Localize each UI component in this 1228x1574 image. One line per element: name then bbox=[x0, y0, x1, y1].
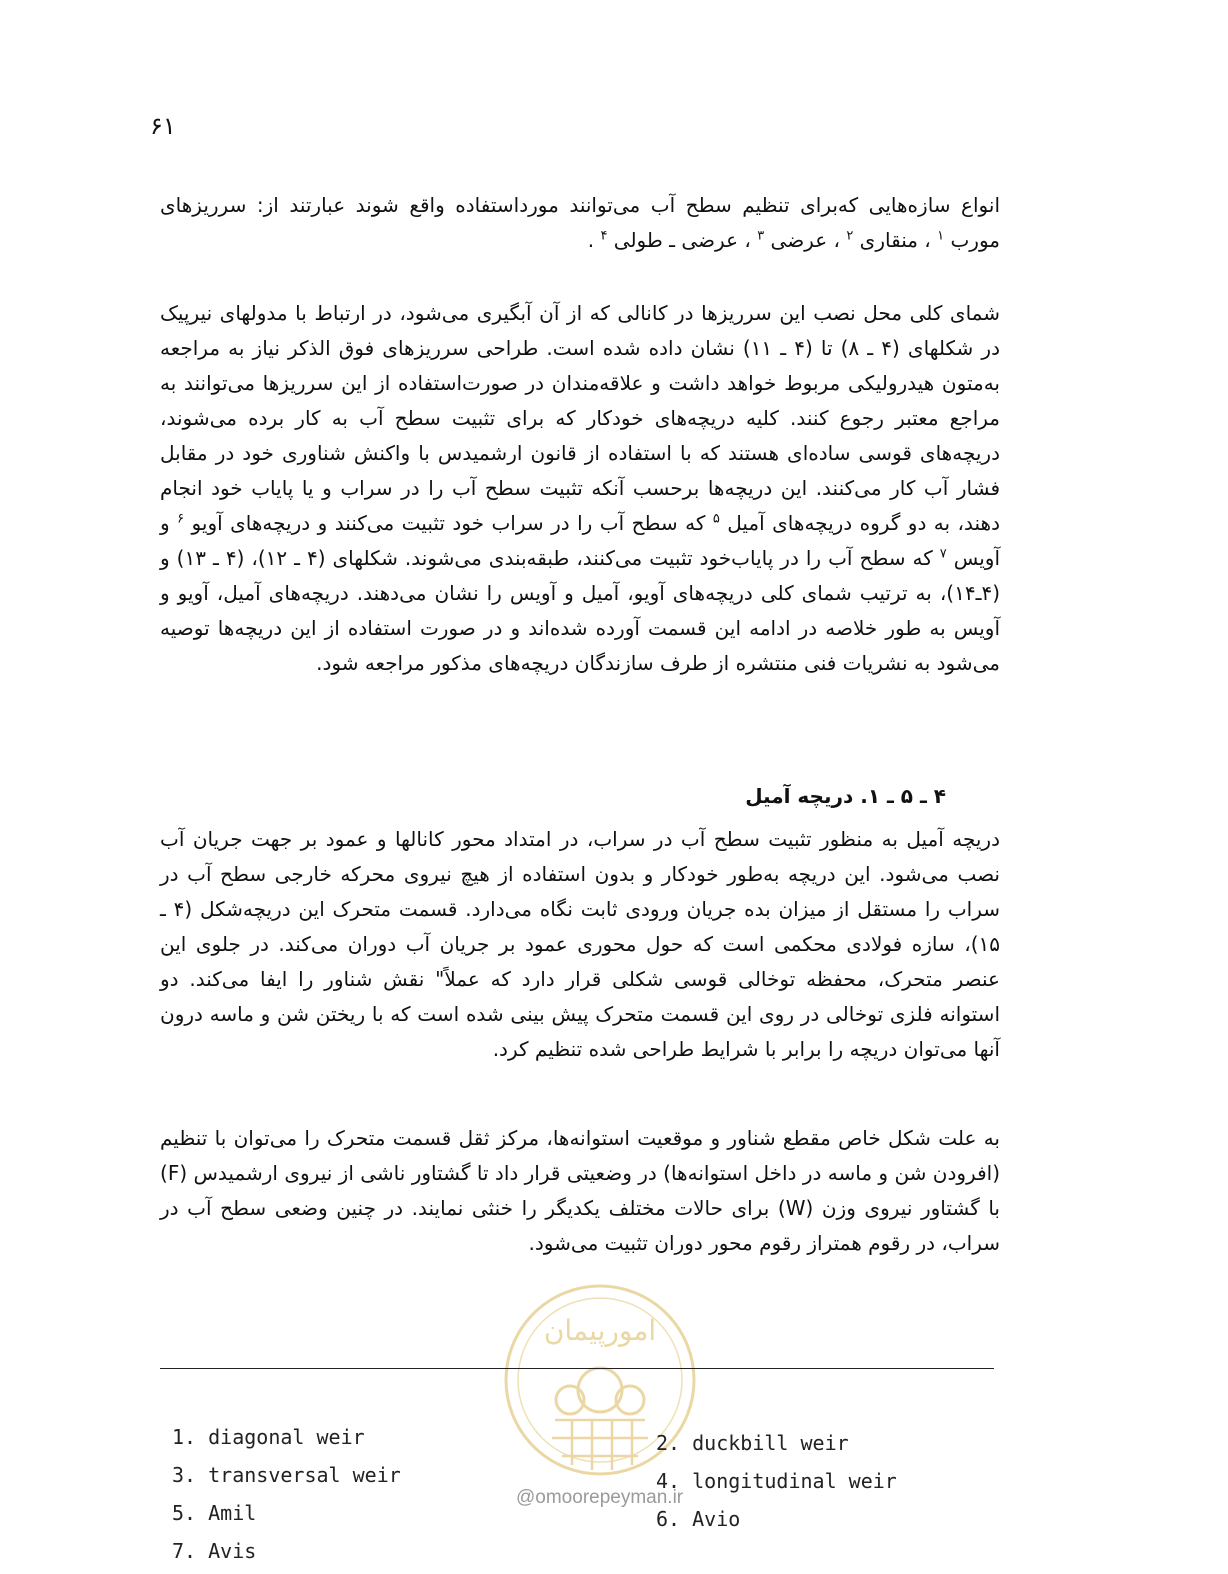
footnote-7: 7. Avis bbox=[172, 1539, 257, 1563]
page-number: ۶۱ bbox=[150, 112, 176, 140]
watermark-logo-text: امورپیمان bbox=[543, 1314, 657, 1347]
paragraph-gates-overview: شمای کلی محل نصب این سرریزها در کانالی که از آن آبگیری می‌شود، در ارتباط با مدولهای نیرپیک در شکلهای (۴ ـ ۸) تا (۴ ـ ۱۱) نشان داده شده است. طراحی سرریزهای فوق الذکر نیاز به مراجعه به‌متون هیدرولیکی مربوط خواهد داشت و علاقه‌مندان در صورت‌استفاده از این سرریزها می‌توانند به مراجع معتبر رجوع کنند. کلیه دریچه‌های خودکار که برای تثبیت سطح آب به کار برده می‌شوند، دریچه‌های قوسی ساده‌ای هستند که با استفاده از قانون ارشمیدس با واکنش شناوری خود در مقابل فشار آب کار می‌کنند. این دریچه‌ها برحسب آنکه تثبیت سطح آب را در سراب و یا پایاب خود انجام دهند، به دو گروه دریچه‌های آمیل $^۵$ که سطح آب را در سراب خود تثبیت می‌کنند و دریچه‌های آویو $^۶$ و آویس $^۷$ که سطح آب را در پایاب‌خود تثبیت می‌کنند، طبقه‌بندی می‌شوند. شکلهای (۴ ـ ۱۲)، (۴ ـ ۱۳) و (۴ـ۱۴)، به ترتیب شمای کلی دریچه‌های آویو، آمیل و آویس را نشان می‌دهند. دریچه‌های آمیل، آویو و آویس به طور خلاصه در ادامه این قسمت آورده شده‌اند و در صورت استفاده از این دریچه‌ها توصیه می‌شود به نشریات فنی منتشره از طرف سازندگان دریچه‌های مذکور مراجعه شود. bbox=[160, 301, 1001, 675]
footnote-marker: ۱ bbox=[937, 228, 945, 244]
footnote-divider bbox=[160, 1368, 994, 1369]
watermark-url: @omoorepeyman.ir bbox=[516, 1487, 684, 1508]
footnote-3: 3. transversal weir bbox=[172, 1463, 401, 1487]
footnote-1: 1. diagonal weir bbox=[172, 1425, 365, 1449]
footnote-5: 5. Amil bbox=[172, 1501, 257, 1525]
footnote-6: 6. Avio bbox=[656, 1507, 741, 1531]
footnote-marker: ۷ bbox=[939, 546, 947, 562]
footnote-4: 4. longitudinal weir bbox=[656, 1469, 897, 1493]
footnote-marker: ۲ bbox=[846, 228, 854, 244]
footnote-marker: ۵ bbox=[712, 511, 720, 527]
footnote-marker: ۶ bbox=[177, 511, 185, 527]
paragraph-weir-types: انواع سازه‌هایی که‌برای تنظیم سطح آب می‌توانند مورداستفاده واقع شوند عبارتند از: سرریزهای مورب $^۱$ ، منقاری $^۲$ ، عرضی $^۳$ ، عرضی ـ طولی $^۴$ . bbox=[160, 193, 1000, 252]
paragraph-amil-equilibrium: به علت شکل خاص مقطع شناور و موقعیت استوانه‌ها، مرکز ثقل قسمت متحرک را می‌توان با تنظیم (افرودن شن و ماسه در داخل استوانه‌ها) در وضعیتی قرار داد تا گشتاور ناشی از نیروی ارشمیدس (F) با گشتاور نیروی وزن (W) برای حالات مختلف یکدیگر را خنثی نمایند. در چنین وضعی سطح آب در سراب، در رقوم همتراز رقوم محور دوران تثبیت می‌شود. bbox=[160, 1126, 1000, 1255]
section-heading-amil-gate: ۴ ـ ۵ ـ ۱. دریچه آمیل bbox=[745, 784, 946, 808]
footnote-marker: ۴ bbox=[600, 228, 608, 244]
paragraph-amil-description: دریچه آمیل به منظور تثبیت سطح آب در سراب، در امتداد محور کانالها و عمود بر جهت جریان آب نصب می‌شود. این دریچه به‌طور خودکار و بدون استفاده از هیچ نیروی محرکه خارجی سطح آب در سراب را مستقل از میزان بده جریان ورودی ثابت نگاه می‌دارد. قسمت متحرک این دریچه‌شکل (۴ ـ ۱۵)، سازه فولادی محکمی است که حول محوری عمود بر جریان آب دوران می‌کند. در جلوی این عنصر متحرک، محفظه توخالی قوسی شکلی قرار دارد که عملاً" نقش شناور را ایفا می‌کند. دو استوانه فلزی توخالی در روی این قسمت متحرک پیش بینی شده است که با ریختن شن و ماسه درون آنها می‌توان دریچه را برابر با شرایط طراحی شده تنظیم کرد. bbox=[160, 827, 1000, 1061]
footnote-2: 2. duckbill weir bbox=[656, 1431, 849, 1455]
footnote-marker: ۳ bbox=[757, 228, 765, 244]
